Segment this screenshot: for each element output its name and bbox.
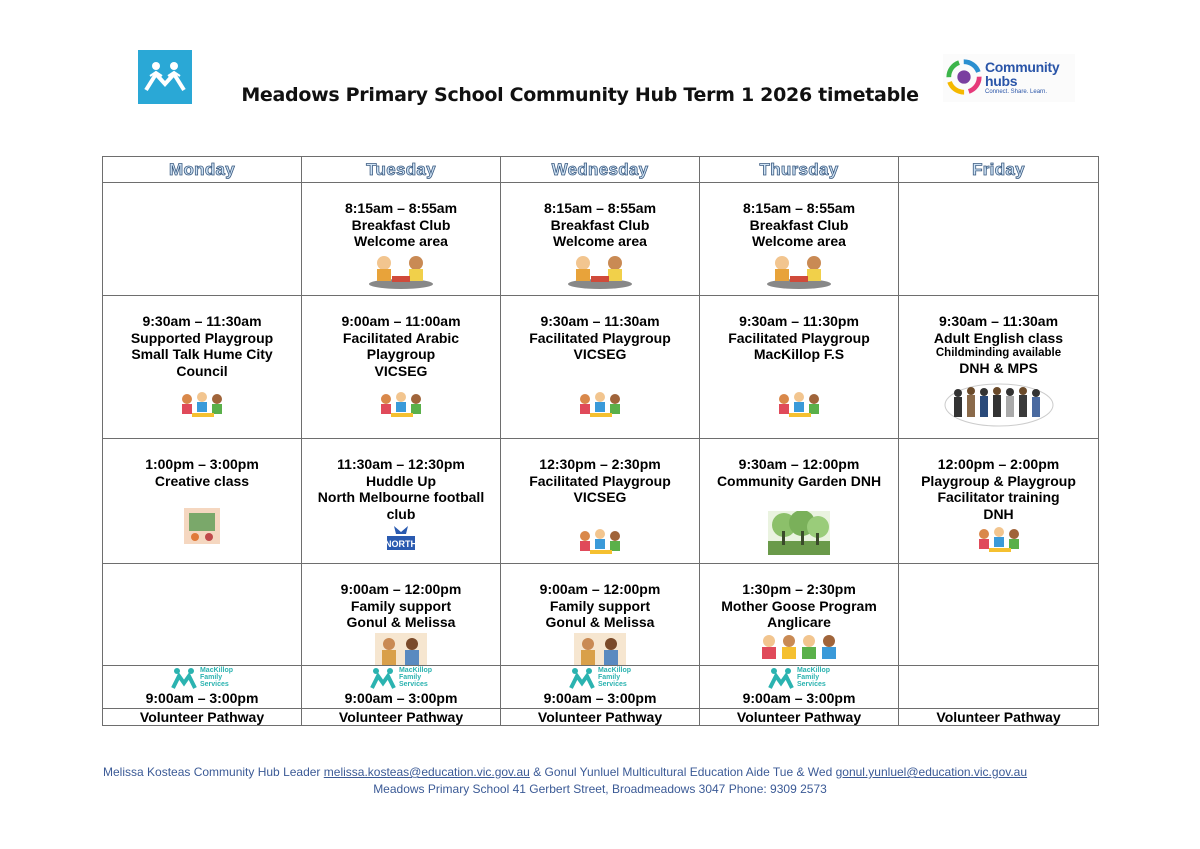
session-time: 8:15am – 8:55am bbox=[543, 200, 657, 216]
mackillop-logo bbox=[700, 666, 898, 690]
mackillop-logo bbox=[103, 666, 301, 690]
session-time: 9:30am – 12:00pm bbox=[738, 456, 860, 472]
mackillop-line2: Family bbox=[597, 674, 621, 681]
session-time: 9:30am – 11:30am bbox=[540, 313, 660, 329]
mackillop-line3: Services bbox=[796, 681, 826, 688]
session-provider: Gonul & Melissa bbox=[545, 614, 655, 630]
session-location: Welcome area bbox=[752, 233, 846, 249]
footer-contacts bbox=[103, 765, 1027, 779]
cell-monday-afternoon bbox=[103, 439, 302, 564]
timetable-row-breakfast bbox=[103, 183, 1099, 296]
adults-group-icon bbox=[944, 379, 1054, 427]
volunteer-time: 9:00am – 3:00pm bbox=[145, 689, 259, 706]
cell-monday-volunteer bbox=[103, 665, 302, 708]
cell-tuesday-family bbox=[302, 564, 501, 666]
session-provider: VICSEG bbox=[374, 362, 428, 379]
playgroup-icon bbox=[974, 524, 1024, 554]
cell-wednesday-afternoon bbox=[501, 439, 700, 564]
cell-friday-family bbox=[899, 564, 1099, 666]
cell-thursday-breakfast bbox=[700, 183, 899, 296]
cell-monday-morning bbox=[103, 296, 302, 439]
day-header-wednesday: Wednesday bbox=[501, 157, 700, 183]
community-hubs-tagline: Connect. Share. Learn. bbox=[985, 89, 1048, 95]
timetable-row-family-support bbox=[103, 564, 1099, 666]
community-hubs-brand: Community hubs bbox=[985, 59, 1060, 89]
volunteer-label-friday: Volunteer Pathway bbox=[899, 708, 1099, 725]
north-melbourne-logo-icon bbox=[384, 524, 418, 558]
session-time: 9:30am – 11:30am bbox=[142, 313, 262, 329]
mackillop-m-icon bbox=[171, 667, 197, 689]
timetable-row-afternoon bbox=[103, 439, 1099, 564]
session-time: 9:00am – 11:00am bbox=[341, 313, 461, 329]
session-provider: VICSEG bbox=[573, 346, 627, 362]
cell-thursday-volunteer bbox=[700, 665, 899, 708]
volunteer-label-tuesday: Volunteer Pathway bbox=[302, 708, 501, 725]
volunteer-label-wednesday: Volunteer Pathway bbox=[501, 708, 700, 725]
mackillop-line1: MacKillop bbox=[199, 667, 234, 674]
cell-tuesday-afternoon bbox=[302, 439, 501, 564]
svg-text:NORTH: NORTH bbox=[385, 539, 417, 549]
session-name: Breakfast Club bbox=[550, 216, 650, 233]
session-name: Facilitated Arabic bbox=[342, 329, 460, 346]
timetable-row-morning bbox=[103, 296, 1099, 439]
volunteer-time: 9:00am – 3:00pm bbox=[543, 689, 657, 706]
day-header-friday: Friday bbox=[899, 157, 1099, 183]
session-provider: Anglicare bbox=[767, 614, 831, 630]
volunteer-label-monday: Volunteer Pathway bbox=[103, 708, 302, 725]
session-time: 9:00am – 12:00pm bbox=[539, 581, 661, 597]
session-location: Welcome area bbox=[553, 233, 647, 249]
session-time: 8:15am – 8:55am bbox=[344, 200, 458, 216]
volunteer-time: 9:00am – 3:00pm bbox=[742, 689, 856, 706]
session-name: Mother Goose Program bbox=[721, 597, 877, 614]
playgroup-icon bbox=[177, 389, 227, 419]
garden-icon bbox=[768, 511, 830, 555]
cell-wednesday-morning bbox=[501, 296, 700, 439]
session-time: 1:00pm – 3:00pm bbox=[145, 456, 259, 472]
timetable-row-volunteer-label bbox=[103, 708, 1099, 725]
session-name: Community Garden DNH bbox=[716, 472, 882, 489]
session-time: 12:00pm – 2:00pm bbox=[937, 456, 1060, 472]
session-name: Facilitated Playgroup bbox=[529, 472, 671, 489]
session-name: Creative class bbox=[154, 472, 250, 489]
session-name: Breakfast Club bbox=[749, 216, 849, 233]
cell-thursday-afternoon bbox=[700, 439, 899, 564]
session-name: Family support bbox=[549, 597, 651, 614]
timetable bbox=[102, 156, 1099, 726]
aide-email-link[interactable]: gonul.yunluel@education.vic.gov.au bbox=[835, 765, 1028, 779]
session-name: Facilitated Playgroup bbox=[529, 329, 671, 346]
leader-email-link[interactable]: melissa.kosteas@education.vic.gov.au bbox=[323, 765, 530, 779]
timetable-row-volunteer bbox=[103, 665, 1099, 708]
day-header-tuesday: Tuesday bbox=[302, 157, 501, 183]
cell-friday-volunteer bbox=[899, 665, 1099, 708]
session-name: Adult English class bbox=[933, 329, 1064, 346]
mackillop-line3: Services bbox=[199, 681, 229, 688]
mackillop-line3: Services bbox=[597, 681, 627, 688]
mackillop-line1: MacKillop bbox=[597, 667, 632, 674]
mackillop-line2: Family bbox=[199, 674, 223, 681]
page-title: Meadows Primary School Community Hub Term 1 2026 timetable bbox=[241, 84, 919, 106]
cell-wednesday-breakfast bbox=[501, 183, 700, 296]
mackillop-m-icon bbox=[768, 667, 794, 689]
mackillop-line3: Services bbox=[398, 681, 428, 688]
breakfast-icon bbox=[565, 254, 635, 290]
volunteer-label-thursday: Volunteer Pathway bbox=[700, 708, 899, 725]
footer-leader: Melissa Kosteas Community Hub Leader bbox=[103, 765, 321, 779]
mackillop-line2: Family bbox=[796, 674, 820, 681]
session-time: 8:15am – 8:55am bbox=[742, 200, 856, 216]
playgroup-icon bbox=[774, 389, 824, 419]
mackillop-m-icon bbox=[370, 667, 396, 689]
mackillop-line2: Family bbox=[398, 674, 422, 681]
cell-wednesday-volunteer bbox=[501, 665, 700, 708]
mackillop-line1: MacKillop bbox=[796, 667, 831, 674]
session-note: Childminding available bbox=[935, 347, 1062, 359]
session-name: Facilitator training bbox=[937, 489, 1060, 505]
cell-monday-family bbox=[103, 564, 302, 666]
mackillop-logo bbox=[501, 666, 699, 690]
mackillop-line1: MacKillop bbox=[398, 667, 433, 674]
day-header-row bbox=[103, 157, 1099, 183]
session-name: Facilitated Playgroup bbox=[728, 329, 870, 346]
playgroup-icon bbox=[575, 526, 625, 556]
cell-tuesday-volunteer bbox=[302, 665, 501, 708]
mother-goose-icon bbox=[757, 633, 841, 661]
volunteer-time: 9:00am – 3:00pm bbox=[344, 689, 458, 706]
session-name: Breakfast Club bbox=[351, 216, 451, 233]
session-time: 9:30am – 11:30am bbox=[938, 313, 1059, 329]
session-time: 9:30am – 11:30pm bbox=[739, 313, 859, 329]
footer-aide: & Gonul Yunluel Multicultural Education Aide Tue & Wed bbox=[533, 765, 833, 779]
session-provider: club bbox=[386, 505, 416, 522]
cell-friday-breakfast bbox=[899, 183, 1099, 296]
session-name: Huddle Up bbox=[366, 472, 436, 489]
day-header-thursday: Thursday bbox=[700, 157, 899, 183]
cell-tuesday-breakfast bbox=[302, 183, 501, 296]
session-time: 11:30am – 12:30pm bbox=[337, 456, 465, 472]
session-location: Welcome area bbox=[354, 233, 448, 249]
day-header-monday: Monday bbox=[103, 157, 302, 183]
session-time: 1:30pm – 2:30pm bbox=[742, 581, 856, 597]
cell-monday-breakfast bbox=[103, 183, 302, 296]
family-support-icon bbox=[375, 633, 427, 665]
session-provider: MacKillop F.S bbox=[753, 346, 845, 362]
footer-address: Meadows Primary School 41 Gerbert Street, Broadmeadows 3047 Phone: 9309 2573 bbox=[373, 782, 827, 796]
mackillop-logo bbox=[302, 666, 500, 690]
session-provider: DNH & MPS bbox=[959, 360, 1038, 376]
cell-wednesday-family bbox=[501, 564, 700, 666]
cell-friday-afternoon bbox=[899, 439, 1099, 564]
session-name: Playgroup bbox=[366, 346, 436, 362]
cell-friday-morning bbox=[899, 296, 1099, 439]
session-provider: Council bbox=[176, 362, 228, 379]
session-provider: VICSEG bbox=[573, 489, 627, 505]
cell-thursday-morning bbox=[700, 296, 899, 439]
cell-thursday-family bbox=[700, 564, 899, 666]
session-provider: Small Talk Hume City bbox=[131, 346, 273, 362]
breakfast-icon bbox=[366, 254, 436, 290]
creative-class-icon bbox=[183, 507, 221, 545]
playgroup-icon bbox=[376, 389, 426, 419]
cell-tuesday-morning bbox=[302, 296, 501, 439]
session-provider: DNH bbox=[983, 505, 1014, 522]
session-time: 12:30pm – 2:30pm bbox=[539, 456, 661, 472]
session-provider: Gonul & Melissa bbox=[346, 614, 456, 630]
session-provider: North Melbourne football bbox=[317, 489, 485, 505]
session-time: 9:00am – 12:00pm bbox=[340, 581, 462, 597]
session-name: Family support bbox=[350, 597, 452, 614]
breakfast-icon bbox=[764, 254, 834, 290]
family-support-icon bbox=[574, 633, 626, 665]
session-name: Playgroup & Playgroup bbox=[921, 472, 1076, 489]
mackillop-m-icon bbox=[569, 667, 595, 689]
playgroup-icon bbox=[575, 389, 625, 419]
session-name: Supported Playgroup bbox=[130, 329, 274, 346]
